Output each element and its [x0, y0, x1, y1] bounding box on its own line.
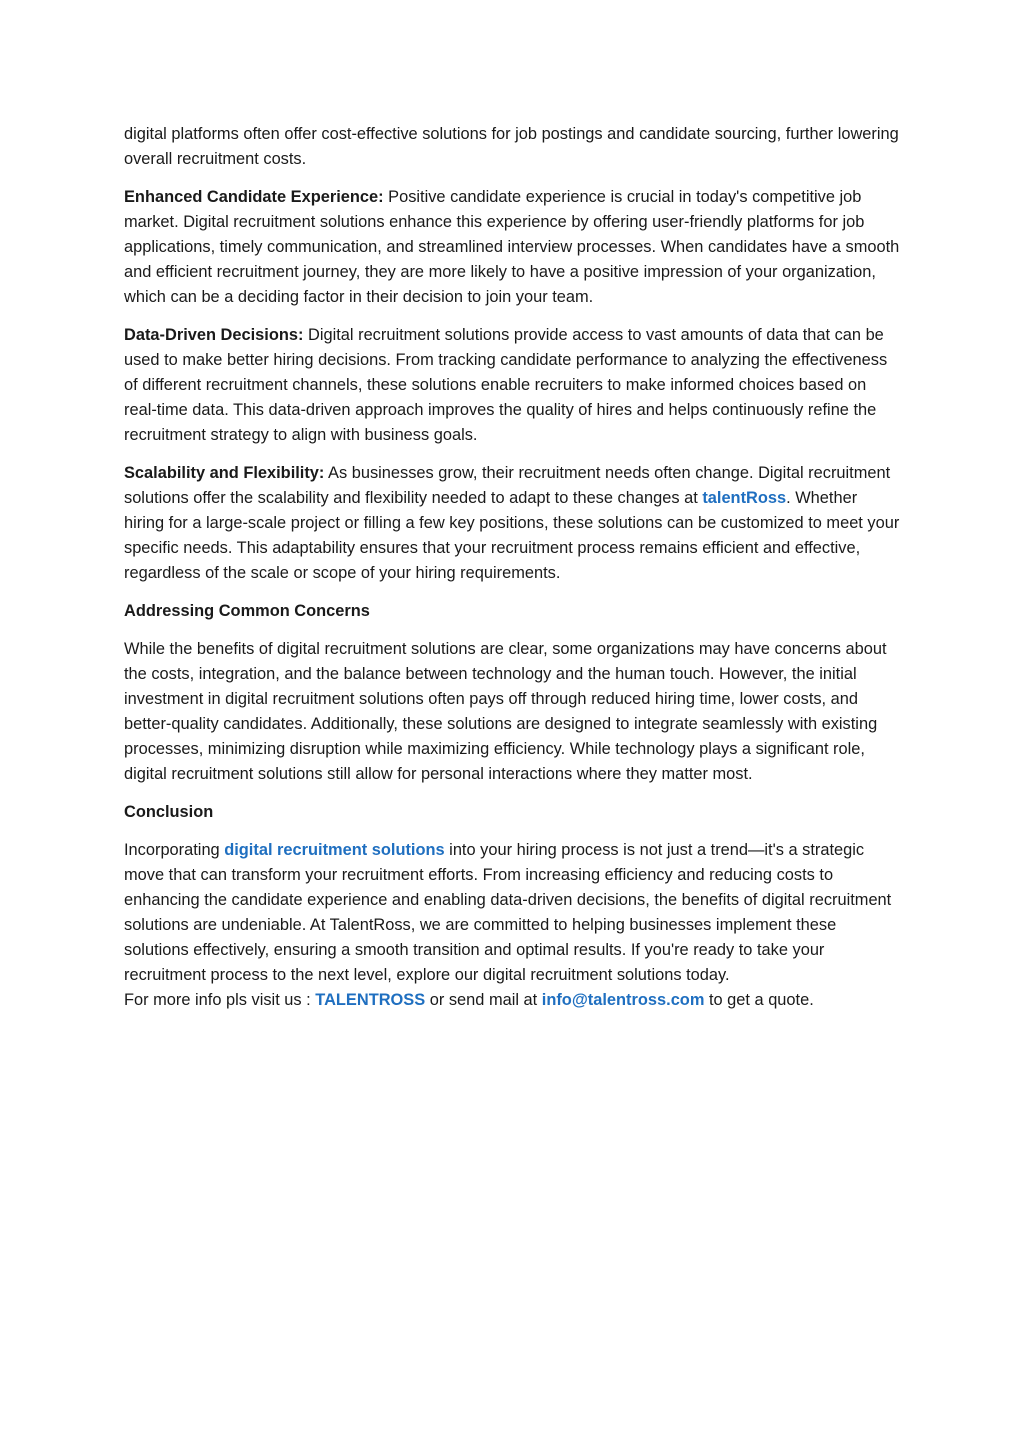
enhanced-experience-text: Positive candidate experience is crucial in today's competitive job market. Digital recruitment solutions enhance this experience by offering user-friendly platforms for job applications, timely communication, and streamlined interview processes. When candidates have a smooth and efficient recruitment journey, they are more likely to have a positive impression of your organization, which can be a deciding factor in their decision to join your team. [124, 188, 900, 306]
scalability-lead: Scalability and Flexibility: [124, 464, 325, 482]
document-page [124, 122, 900, 1013]
data-driven-paragraph [124, 323, 900, 448]
contact-paragraph [124, 988, 900, 1013]
scalability-text-before: As businesses grow, their recruitment needs often change. Digital recruitment solutions offer the scalability and flexibility needed to adapt to these changes at [124, 464, 891, 507]
concerns-paragraph [124, 637, 900, 787]
conclusion-heading: Conclusion [124, 803, 214, 821]
intro-text: digital platforms often offer cost-effective solutions for job postings and candidate sourcing, further lowering overall recruitment costs. [124, 125, 899, 168]
conclusion-text-before: Incorporating [124, 841, 225, 859]
conclusion-paragraph [124, 838, 900, 988]
scalability-text-after: . Whether hiring for a large-scale project or filling a few key positions, these solutions can be customized to meet your specific needs. This adaptability ensures that your recruitment process remains efficient and effective, regardless of the scale or scope of your hiring requirements. [124, 489, 900, 582]
conclusion-text-after: into your hiring process is not just a trend—it's a strategic move that can transform your recruitment efforts. From increasing efficiency and reducing costs to enhancing the candidate experience and enabling data-driven decisions, the benefits of digital recruitment solutions are undeniable. At TalentRoss, we are committed to helping businesses implement these solutions effectively, ensuring a smooth transition and optimal results. If you're ready to take your recruitment process to the next level, explore our digital recruitment solutions today. [124, 841, 892, 984]
talentross-site-link[interactable]: TALENTROSS [315, 991, 426, 1009]
data-driven-lead: Data-Driven Decisions: [124, 326, 304, 344]
contact-text-after: to get a quote. [704, 991, 814, 1009]
email-link[interactable]: info@talentross.com [541, 991, 705, 1009]
contact-text-before: For more info pls visit us : [124, 991, 316, 1009]
enhanced-experience-paragraph [124, 185, 900, 310]
digital-recruitment-solutions-link[interactable]: digital recruitment solutions [224, 841, 445, 859]
intro-paragraph [124, 122, 900, 172]
data-driven-text: Digital recruitment solutions provide access to vast amounts of data that can be used to make better hiring decisions. From tracking candidate performance to analyzing the effectiveness of different recruitment channels, these solutions enable recruiters to make informed choices based on real-time data. This data-driven approach improves the quality of hires and helps continuously refine the recruitment strategy to align with business goals. [124, 326, 888, 444]
enhanced-experience-lead: Enhanced Candidate Experience: [124, 188, 384, 206]
talentross-link[interactable]: talentRoss [702, 489, 787, 507]
concerns-heading: Addressing Common Concerns [124, 602, 370, 620]
scalability-paragraph [124, 461, 900, 586]
contact-text-middle: or send mail at [425, 991, 542, 1009]
concerns-text: While the benefits of digital recruitment solutions are clear, some organizations may have concerns about the costs, integration, and the balance between technology and the human touch. However, the initial investment in digital recruitment solutions often pays off through reduced hiring time, lower costs, and better-quality candidates. Additionally, these solutions are designed to integrate seamlessly with existing processes, minimizing disruption while maximizing efficiency. While technology plays a significant role, digital recruitment solutions still allow for personal interactions where they matter most. [124, 640, 887, 783]
